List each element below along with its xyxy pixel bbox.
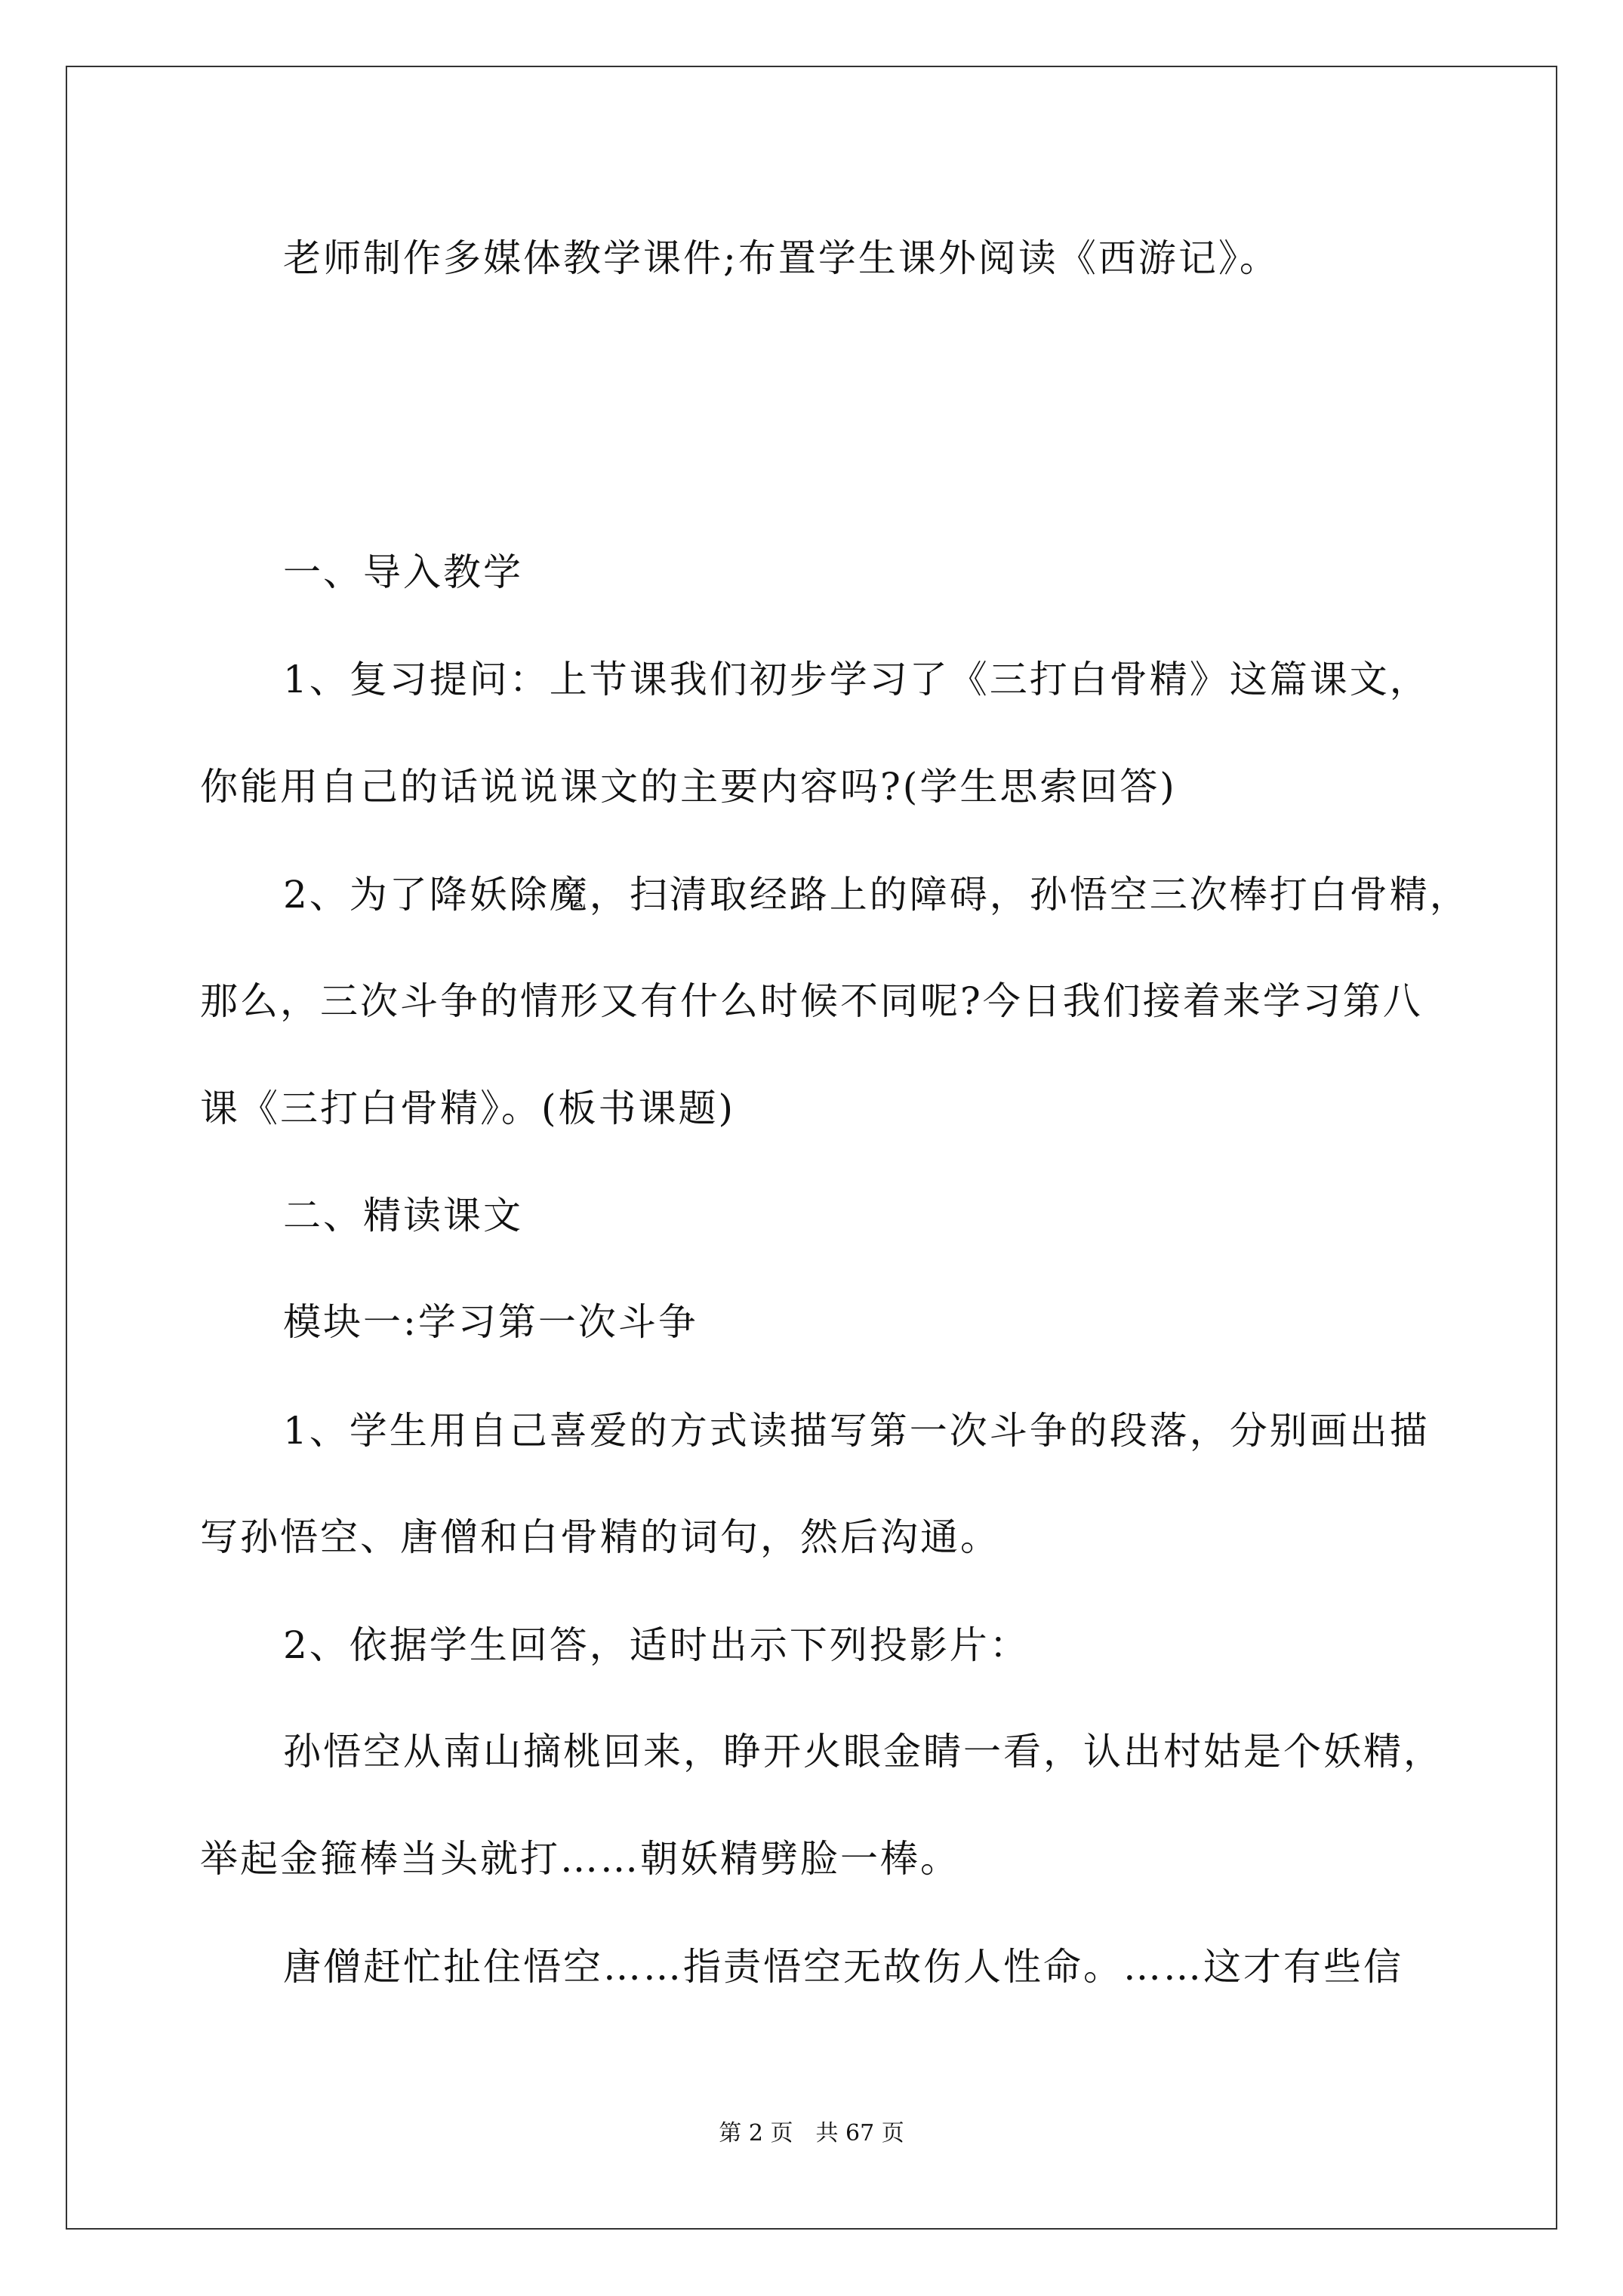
paragraph-line: 2、为了降妖除魔，扫清取经路上的障碍，孙悟空三次棒打白骨精， [283, 873, 1470, 917]
section-heading: 二、精读课文 [283, 1194, 523, 1237]
page-number: 第 2 页 共 67 页 [719, 2120, 904, 2147]
quote-line: 唐僧赶忙扯住悟空……指责悟空无故伤人性命。……这才有些信 [283, 1945, 1403, 1989]
subsection-heading: 模块一:学习第一次斗争 [283, 1300, 698, 1344]
paragraph-line: 写孙悟空、唐僧和白骨精的词句，然后沟通。 [200, 1515, 1000, 1559]
quote-line: 孙悟空从南山摘桃回来，睁开火眼金睛一看，认出村姑是个妖精， [283, 1730, 1443, 1774]
section-heading: 一、导入教学 [283, 550, 523, 594]
paragraph-line: 那么，三次斗争的情形又有什么时候不同呢?今日我们接着来学习第八 [200, 979, 1423, 1023]
paragraph-line: 1、复习提问：上节课我们初步学习了《三打白骨精》这篇课文， [283, 658, 1430, 701]
paragraph-line: 你能用自己的话说说课文的主要内容吗?(学生思索回答) [200, 765, 1177, 809]
paragraph-line: 课《三打白骨精》。(板书课题) [200, 1086, 736, 1130]
page-border [66, 66, 1557, 2230]
paragraph-line: 2、依据学生回答，适时出示下列投影片： [283, 1623, 1030, 1667]
paragraph-line: 1、学生用自己喜爱的方式读描写第一次斗争的段落，分别画出描 [283, 1409, 1430, 1453]
quote-line: 举起金箍棒当头就打……朝妖精劈脸一棒。 [200, 1837, 960, 1881]
paragraph-line: 老师制作多媒体教学课件;布置学生课外阅读《西游记》。 [283, 236, 1280, 280]
